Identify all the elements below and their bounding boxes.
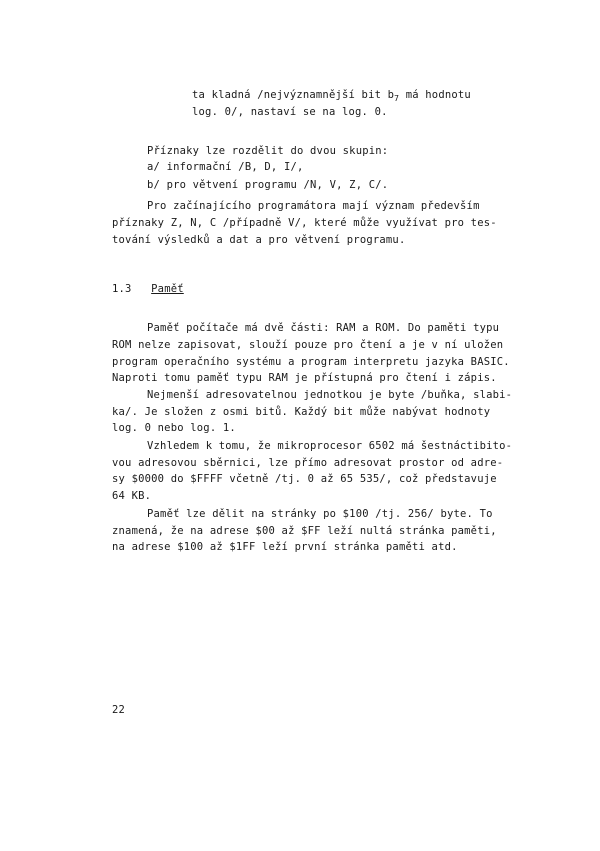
memory-p1-line-4: Naproti tomu paměť typu RAM je přístupná pro čtení i zápis. <box>112 372 497 384</box>
page-number: 22 <box>112 704 126 716</box>
flags-intro: Příznaky lze rozdělit do dvou skupin: <box>147 145 389 157</box>
memory-p4-line-2: znamená, že na adrese $00 až $FF leží nultá stránka paměti, <box>112 525 497 537</box>
beginner-line-1: Pro začínajícího programátora mají význam především <box>147 200 480 212</box>
subscript-index: 7 <box>394 94 400 103</box>
memory-p4-line-1: Paměť lze dělit na stránky po $100 /tj. 256/ byte. To <box>147 508 493 520</box>
continuation-line-2: log. 0/, nastaví se na log. 0. <box>192 106 388 118</box>
continuation-line-1 <box>192 89 471 105</box>
memory-p2-line-1: Nejmenší adresovatelnou jednotkou je byte /buňka, slabi- <box>147 389 513 401</box>
memory-p1-line-3: program operačního systému a program interpretu jazyka BASIC. <box>112 356 510 368</box>
memory-p2-line-3: log. 0 nebo log. 1. <box>112 422 236 434</box>
memory-p1-line-1: Paměť počítače má dvě části: RAM a ROM. Do paměti typu <box>147 322 500 334</box>
memory-p3-line-3: sy $0000 do $FFFF včetně /tj. 0 až 65 535/, což představuje <box>112 473 497 485</box>
flags-item-b: b/ pro větvení programu /N, V, Z, C/. <box>147 179 389 191</box>
memory-p4-line-3: na adrese $100 až $1FF leží první stránka paměti atd. <box>112 541 458 553</box>
flags-item-a: a/ informační /B, D, I/, <box>147 161 304 173</box>
continuation-line-1-text: ta kladná /nejvýznamnější bit b <box>192 89 395 101</box>
beginner-line-2: příznaky Z, N, C /případně V/, které může využívat pro tes- <box>112 217 497 229</box>
section-heading <box>112 283 184 296</box>
section-number: 1.3 <box>112 283 132 295</box>
memory-p3-line-4: 64 KB. <box>112 490 152 502</box>
memory-p2-line-2: ka/. Je složen z osmi bitů. Každý bit může nabývat hodnoty <box>112 406 491 418</box>
continuation-line-1-tail: má hodnotu <box>399 89 471 101</box>
memory-p3-line-1: Vzhledem k tomu, že mikroprocesor 6502 má šestnáctibito- <box>147 440 513 452</box>
memory-p3-line-2: vou adresovou sběrnici, lze přímo adresovat prostor od adre- <box>112 457 504 469</box>
beginner-line-3: tování výsledků a dat a pro větvení programu. <box>112 234 406 246</box>
memory-p1-line-2: ROM nelze zapisovat, slouží pouze pro čtení a je v ní uložen <box>112 339 504 351</box>
section-title: Paměť <box>151 283 184 295</box>
